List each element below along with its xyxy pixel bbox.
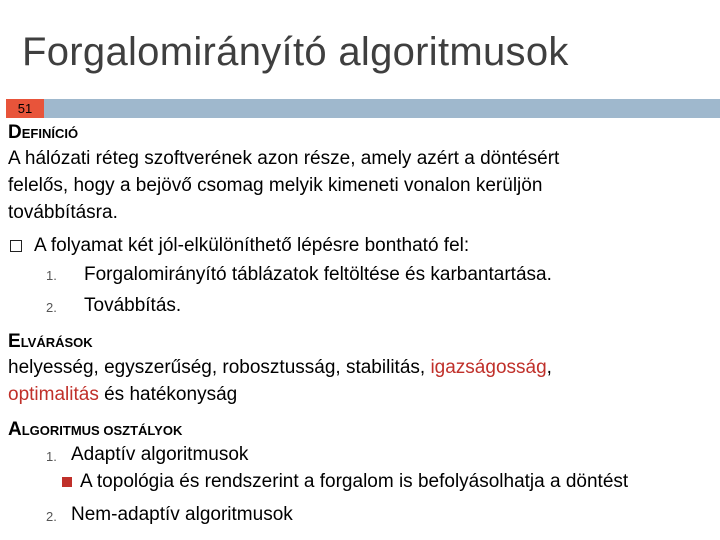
class-text-1: Adaptív algoritmusok	[71, 444, 249, 465]
requirements-line-1	[8, 356, 552, 379]
slide-number: 51	[6, 99, 44, 118]
classes-heading-mid: LGORITMUS	[21, 423, 104, 438]
requirements-line-2	[8, 383, 237, 406]
step-number-1: 1.	[46, 268, 57, 283]
step-number-2: 2.	[46, 300, 57, 315]
definition-line-1: A hálózati réteg szoftverének azon része, amely azért a döntésért	[8, 148, 560, 169]
classes-heading	[8, 418, 182, 442]
step-text-2: Továbbítás.	[84, 295, 182, 316]
requirements-heading-initial: E	[8, 331, 21, 352]
slide-title: Forgalomirányító algoritmusok	[22, 30, 569, 74]
red-square-bullet-icon	[62, 477, 72, 487]
step-text-1: Forgalomirányító táblázatok feltöltése és karbantartása.	[84, 264, 552, 285]
class-number-1: 1.	[46, 449, 57, 464]
class-number-2: 2.	[46, 509, 57, 524]
definition-line-2: felelős, hogy a bejövő csomag melyik kimeneti vonalon kerüljön	[8, 175, 543, 196]
classes-heading-rest: SZTÁLYOK	[113, 423, 183, 438]
requirements-plain-1: helyesség, egyszerűség, robosztusság, stabilitás,	[8, 357, 431, 378]
classes-heading-initial-2: O	[103, 423, 114, 438]
requirements-comma: ,	[546, 357, 552, 378]
class-sub-bullet: A topológia és rendszerint a forgalom is befolyásolhatja a döntést	[80, 471, 629, 492]
definition-heading	[8, 121, 78, 145]
requirements-plain-2: és hatékonyság	[98, 384, 238, 405]
title-rule	[44, 99, 720, 118]
classes-heading-initial: A	[8, 419, 22, 440]
definition-line-3: továbbításra.	[8, 202, 118, 223]
requirements-heading	[8, 330, 93, 354]
class-text-2: Nem-adaptív algoritmusok	[71, 504, 293, 525]
definition-heading-initial: D	[8, 122, 22, 143]
definition-heading-rest: EFINÍCIÓ	[21, 126, 79, 141]
requirements-heading-rest: LVÁRÁSOK	[20, 335, 93, 350]
square-bullet-icon	[10, 240, 22, 252]
requirements-optimality: optimalitás	[8, 384, 99, 405]
definition-bullet: A folyamat két jól-elkülöníthető lépésre bontható fel:	[34, 235, 470, 256]
requirements-fairness: igazságosság	[430, 357, 547, 378]
